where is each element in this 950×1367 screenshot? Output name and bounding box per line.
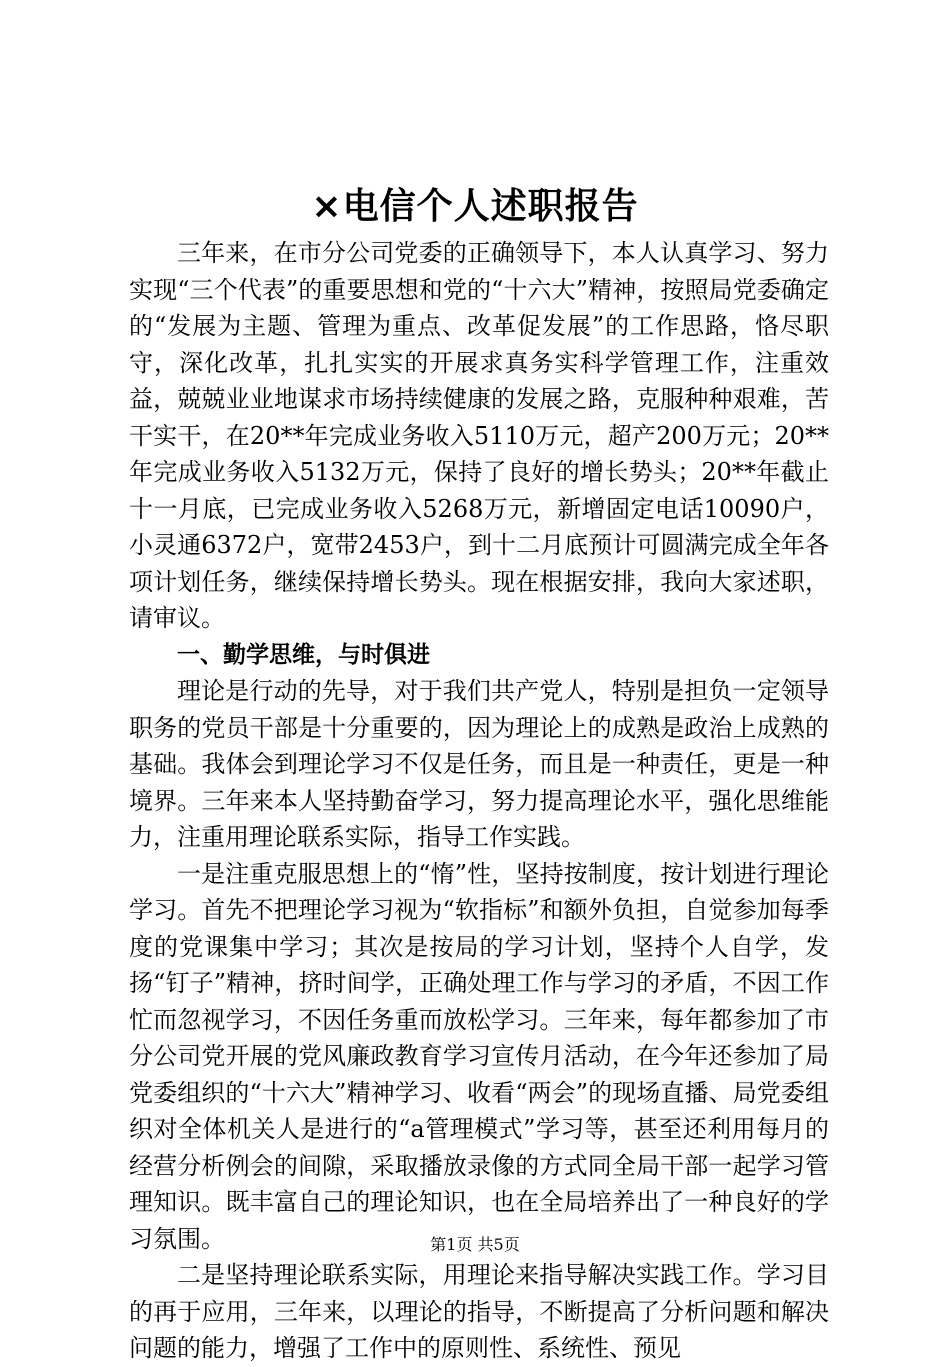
intro-paragraph: 三年来，在市分公司党委的正确领导下，本人认真学习、努力实现“三个代表”的重要思想和党的“十六大”精神，按照局党委确定的“发展为主题、管理为重点、改革促发展”的工作思路，恪尽职守，深化改革，扎扎实实的开展求真务实科学管理工作，注重效益，兢兢业业地谋求市场持续健康的发展之路，克服种种艰难，苦干实干，在20**年完成业务收入5110万元，超产200万元；20**年完成业务收入5132万元，保持了良好的增长势头；20**年截止十一月底，已完成业务收入5268万元，新增固定电话10090户，小灵通6372户，宽带2453户，到十二月底预计可圆满完成全年各项计划任务，继续保持增长势头。现在根据安排，我向大家述职，请审议。 [129,239,829,632]
document-title: ×电信个人述职报告 [311,186,639,227]
section-paragraph-3: 二是坚持理论联系实际，用理论来指导解决实践工作。学习目的再于应用，三年来，以理论的指导，不断提高了分析问题和解决问题的能力，增强了工作中的原则性、系统性、预见 [129,1261,829,1362]
document-body [129,235,829,1367]
section-paragraph-2: 一是注重克服思想上的“惰”性，坚持按制度，按计划进行理论学习。首先不把理论学习视为“软指标”和额外负担，自觉参加每季度的党课集中学习；其次是按局的学习计划，坚持个人自学，发扬“钉子”精神，挤时间学，正确处理工作与学习的矛盾，不因工作忙而忽视学习，不因任务重而放松学习。三年来，每年都参加了市分公司党开展的党风廉政教育学习宣传月活动，在今年还参加了局党委组织的“十六大”精神学习、收看“两会”的现场直播、局党委组织对全体机关人是进行的“a管理模式”学习等，甚至还利用每月的经营分析例会的间隙，采取播放录像的方式同全局干部一起学习管理知识。既丰富自己的理论知识，也在全局培养出了一种良好的学习氛围。 [129,859,829,1253]
section-paragraph-1: 理论是行动的先导，对于我们共产党人，特别是担负一定领导职务的党员干部是十分重要的，因为理论上的成熟是政治上成熟的基础。我体会到理论学习不仅是任务，而且是一种责任，更是一种境界。三年来本人坚持勤奋学习，努力提高理论水平，强化思维能力，注重用理论联系实际，指导工作实践。 [129,677,829,851]
page-footer: 第1页 共5页 [430,1235,520,1254]
section-heading: 一、勤学思维，与时俱进 [177,641,430,668]
